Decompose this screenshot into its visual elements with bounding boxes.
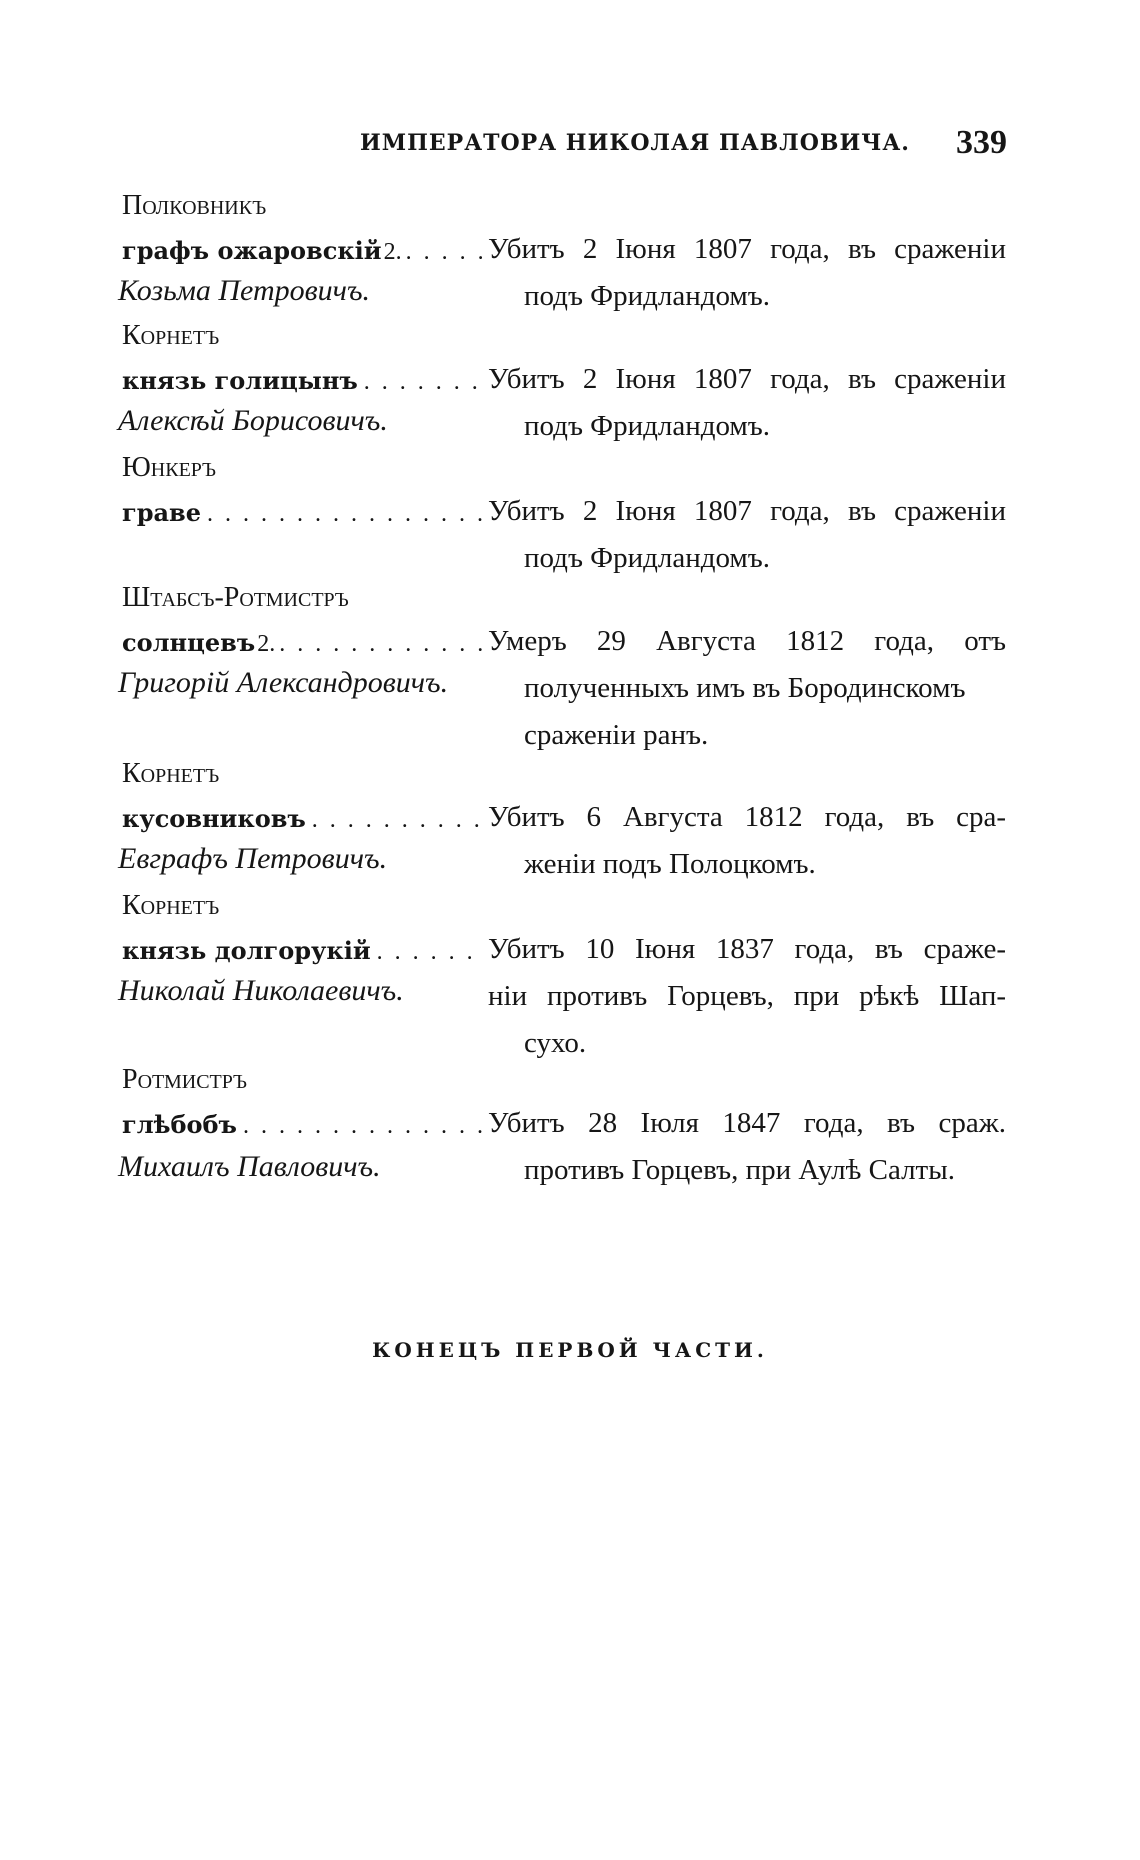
fate-description [488,226,1006,320]
patronymic: Михаилъ Павловичъ. [118,1150,381,1183]
part-end-note: КОНЕЦЪ ПЕРВОЙ ЧАСТИ. [372,1338,768,1362]
officer-name: князь долгорукій [122,936,371,965]
rank-label: Штабсъ-Ротмистръ [122,582,349,613]
rank-label: Юнкеръ [122,452,217,483]
officer-name: глѣбобъ [122,1110,237,1139]
officer-number: 2. [257,631,276,657]
officer-name: графъ ожаровскій [122,236,382,265]
leader-dots [207,501,482,528]
patronymic: Григорій Александровичъ. [118,666,449,699]
rank-label: Корнетъ [122,758,220,789]
patronymic: Козьма Петровичъ. [118,274,371,307]
officer-name: князь голицынъ [122,366,358,395]
fate-line: женіи подъ Полоцкомъ. [524,848,816,880]
fate-line: подъ Фридландомъ. [524,410,771,442]
officer-number: 2. [383,239,402,265]
officer-name: солнцевъ [122,628,256,657]
patronymic: Алексѣй Борисовичъ. [118,404,388,437]
officer-name-line [122,236,482,266]
officer-name-line [122,628,482,658]
running-title: ИМПЕРАТОРА НИКОЛАЯ ПАВЛОВИЧА. [360,130,910,156]
fate-line: Убитъ 2 Іюня 1807 года, въ сраженіи [488,233,1006,265]
fate-line: сраженіи ранъ. [524,719,709,751]
fate-line: Убитъ 28 Іюля 1847 года, въ сраж. [488,1107,1006,1139]
rank-label: Корнетъ [122,890,220,921]
leader-dots [243,1113,482,1140]
fate-line: сухо. [524,1027,587,1059]
fate-description [488,488,1006,582]
rank-label: Корнетъ [122,320,220,351]
officer-name-line [122,498,482,528]
fate-line: полученныхъ имъ въ Бородинскомъ [524,672,966,704]
rank-label: Полковникъ [122,190,267,221]
fate-line: ніи противъ Горцевъ, при рѣкѣ Шап- [488,980,1006,1012]
page-number: 339 [956,124,1007,161]
fate-line: Убитъ 2 Іюня 1807 года, въ сраженіи [488,495,1006,527]
officer-name: граве [122,498,201,527]
leader-dots [377,939,482,966]
fate-description [488,1100,1006,1194]
officer-name-line [122,804,482,834]
patronymic: Евграфъ Петровичъ. [118,842,388,875]
officer-name-line [122,366,482,396]
leader-dots [364,369,482,396]
rank-label: Ротмистръ [122,1064,247,1095]
fate-line: Убитъ 2 Іюня 1807 года, въ сраженіи [488,363,1006,395]
patronymic: Николай Николаевичъ. [118,974,404,1007]
officer-name-line [122,1110,482,1140]
fate-line: Убитъ 10 Іюня 1837 года, въ сраже- [488,933,1006,965]
fate-description [488,926,1006,1067]
fate-description [488,356,1006,450]
fate-description [488,618,1006,759]
fate-line: подъ Фридландомъ. [524,542,771,574]
leader-dots [312,807,482,834]
fate-line: подъ Фридландомъ. [524,280,771,312]
fate-description [488,794,1006,888]
officer-name-line [122,936,482,966]
officer-name: кусовниковъ [122,804,306,833]
leader-dots [406,239,482,266]
fate-line: Убитъ 6 Августа 1812 года, въ сра- [488,801,1006,833]
fate-line: противъ Горцевъ, при Аулѣ Салты. [524,1154,955,1186]
leader-dots [279,631,482,658]
fate-line: Умеръ 29 Августа 1812 года, отъ [488,625,1006,657]
